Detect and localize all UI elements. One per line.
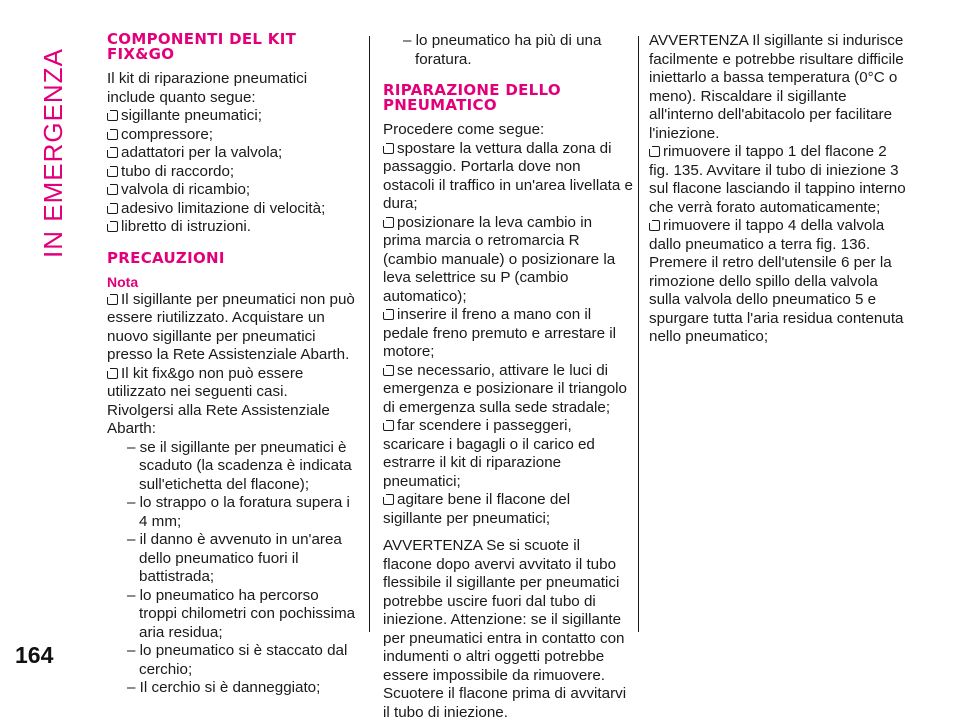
list-item: inserire il freno a mano con il pedale freno premuto e arrestare il motore; <box>383 306 617 360</box>
heading-tire-repair: RIPARAZIONE DELLO PNEUMATICO <box>383 81 561 114</box>
list-item: rimuovere il tappo 1 del flacone 2 fig. 135. Avvitare il tubo di iniezione 3 sul flacone lasciando il tappino interno che verrà forato automaticamente; <box>649 143 906 216</box>
bullet-icon <box>107 110 118 121</box>
list-item: tubo di raccordo; <box>107 163 357 182</box>
section-side-title-text: IN EMERGENZA <box>38 48 68 258</box>
column-2 <box>383 32 633 722</box>
list-item: libretto di istruzioni. <box>107 218 357 237</box>
list-item: compressore; <box>107 126 357 145</box>
note-label: Nota <box>107 273 139 290</box>
heading-precautions: PRECAUZIONI <box>107 248 225 267</box>
column-divider-1 <box>369 36 370 632</box>
column-1 <box>107 32 357 698</box>
bullet-icon <box>649 220 660 231</box>
list-item: – se il sigillante per pneumatici è scaduto (la scadenza è indicata sull'etichetta del flacone); <box>127 438 352 493</box>
note-item: Il kit fix&go non può essere utilizzato nei seguenti casi. Rivolgersi alla Rete Assistenziale Abarth: <box>107 364 330 437</box>
list-item: sigillante pneumatici; <box>107 107 357 126</box>
list-item: rimuovere il tappo 4 della valvola dallo pneumatico a terra fig. 136. Premere il retro dell'utensile 6 per la rimozione dello spillo della valvola sulla valvola dello pneumatico 5 e spurgare tutta l'aria residua contenuta nello pneumatico; <box>649 217 904 345</box>
list-item: adesivo limitazione di velocità; <box>107 200 357 219</box>
bullet-icon <box>107 184 118 195</box>
list-item: – lo pneumatico si è staccato dal cerchio; <box>127 642 348 678</box>
bullet-icon <box>383 420 394 431</box>
heading-kit-components: COMPONENTI DEL KIT FIX&GO <box>107 30 297 63</box>
list-item: valvola di ricambio; <box>107 181 357 200</box>
list-item: – lo strappo o la foratura supera i 4 mm; <box>127 494 350 530</box>
list-item: – lo pneumatico ha più di una foratura. <box>403 32 602 68</box>
kit-intro: Il kit di riparazione pneumatici include quanto segue: <box>107 70 308 106</box>
bullet-icon <box>107 129 118 140</box>
warning-hardening: AVVERTENZA Il sigillante si indurisce facilmente e potrebbe risultare difficile iniettarlo a bassa temperatura (0°C o meno). Riscaldare il sigillante all'interno dell'abitacolo per facilitare l'iniezione. <box>649 32 904 142</box>
list-item: – Il cerchio si è danneggiato; <box>127 679 321 696</box>
bullet-icon <box>383 494 394 505</box>
warning-shaking: AVVERTENZA Se si scuote il flacone dopo avervi avvitato il tubo flessibile il sigillante per pneumatici potrebbe uscire fuori dal tubo di iniezione. Attenzione: se il sigillante per pneumatici entra in contatto con indumenti o altri oggetti potrebbe essere impossibile da rimuovere. Scuotere il flacone prima di avvitarvi il tubo di iniezione. <box>383 537 627 721</box>
page-number: 164 <box>15 642 54 668</box>
list-item: posizionare la leva cambio in prima marcia o retromarcia R (cambio manuale) o posizionare la leva selettrice su P (cambio automatico); <box>383 213 616 305</box>
bullet-icon <box>383 143 394 154</box>
list-item: adattatori per la valvola; <box>107 144 357 163</box>
bullet-icon <box>649 146 660 157</box>
bullet-icon <box>107 147 118 158</box>
column-3 <box>649 32 909 347</box>
column-divider-2 <box>638 36 639 632</box>
bullet-icon <box>107 221 118 232</box>
bullet-icon <box>383 217 394 228</box>
bullet-icon <box>107 166 118 177</box>
list-item: – il danno è avvenuto in un'area dello pneumatico fuori il battistrada; <box>127 531 342 585</box>
list-item: far scendere i passeggeri, scaricare i bagagli o il carico ed estrarre il kit di riparazione pneumatici; <box>383 417 595 490</box>
bullet-icon <box>383 365 394 376</box>
cases-list <box>107 439 357 698</box>
bullet-icon <box>107 203 118 214</box>
list-item: – lo pneumatico ha percorso troppi chilometri con pochissima aria residua; <box>127 586 356 641</box>
note-item: Il sigillante per pneumatici non può essere riutilizzato. Acquistare un nuovo sigillante per pneumatici presso la Rete Assistenziale Abarth. <box>107 290 355 363</box>
section-side-title <box>8 38 68 258</box>
list-item: agitare bene il flacone del sigillante per pneumatici; <box>383 491 571 527</box>
bullet-icon <box>383 309 394 320</box>
repair-intro: Procedere come segue: <box>383 121 545 138</box>
bullet-icon <box>107 368 118 379</box>
kit-list <box>107 107 357 237</box>
list-item: spostare la vettura dalla zona di passaggio. Portarla dove non ostacoli il traffico in un'area livellata e dura; <box>383 139 633 212</box>
list-item: se necessario, attivare le luci di emergenza e posizionare il triangolo di emergenza sulla sede stradale; <box>383 361 627 416</box>
bullet-icon <box>107 294 118 305</box>
